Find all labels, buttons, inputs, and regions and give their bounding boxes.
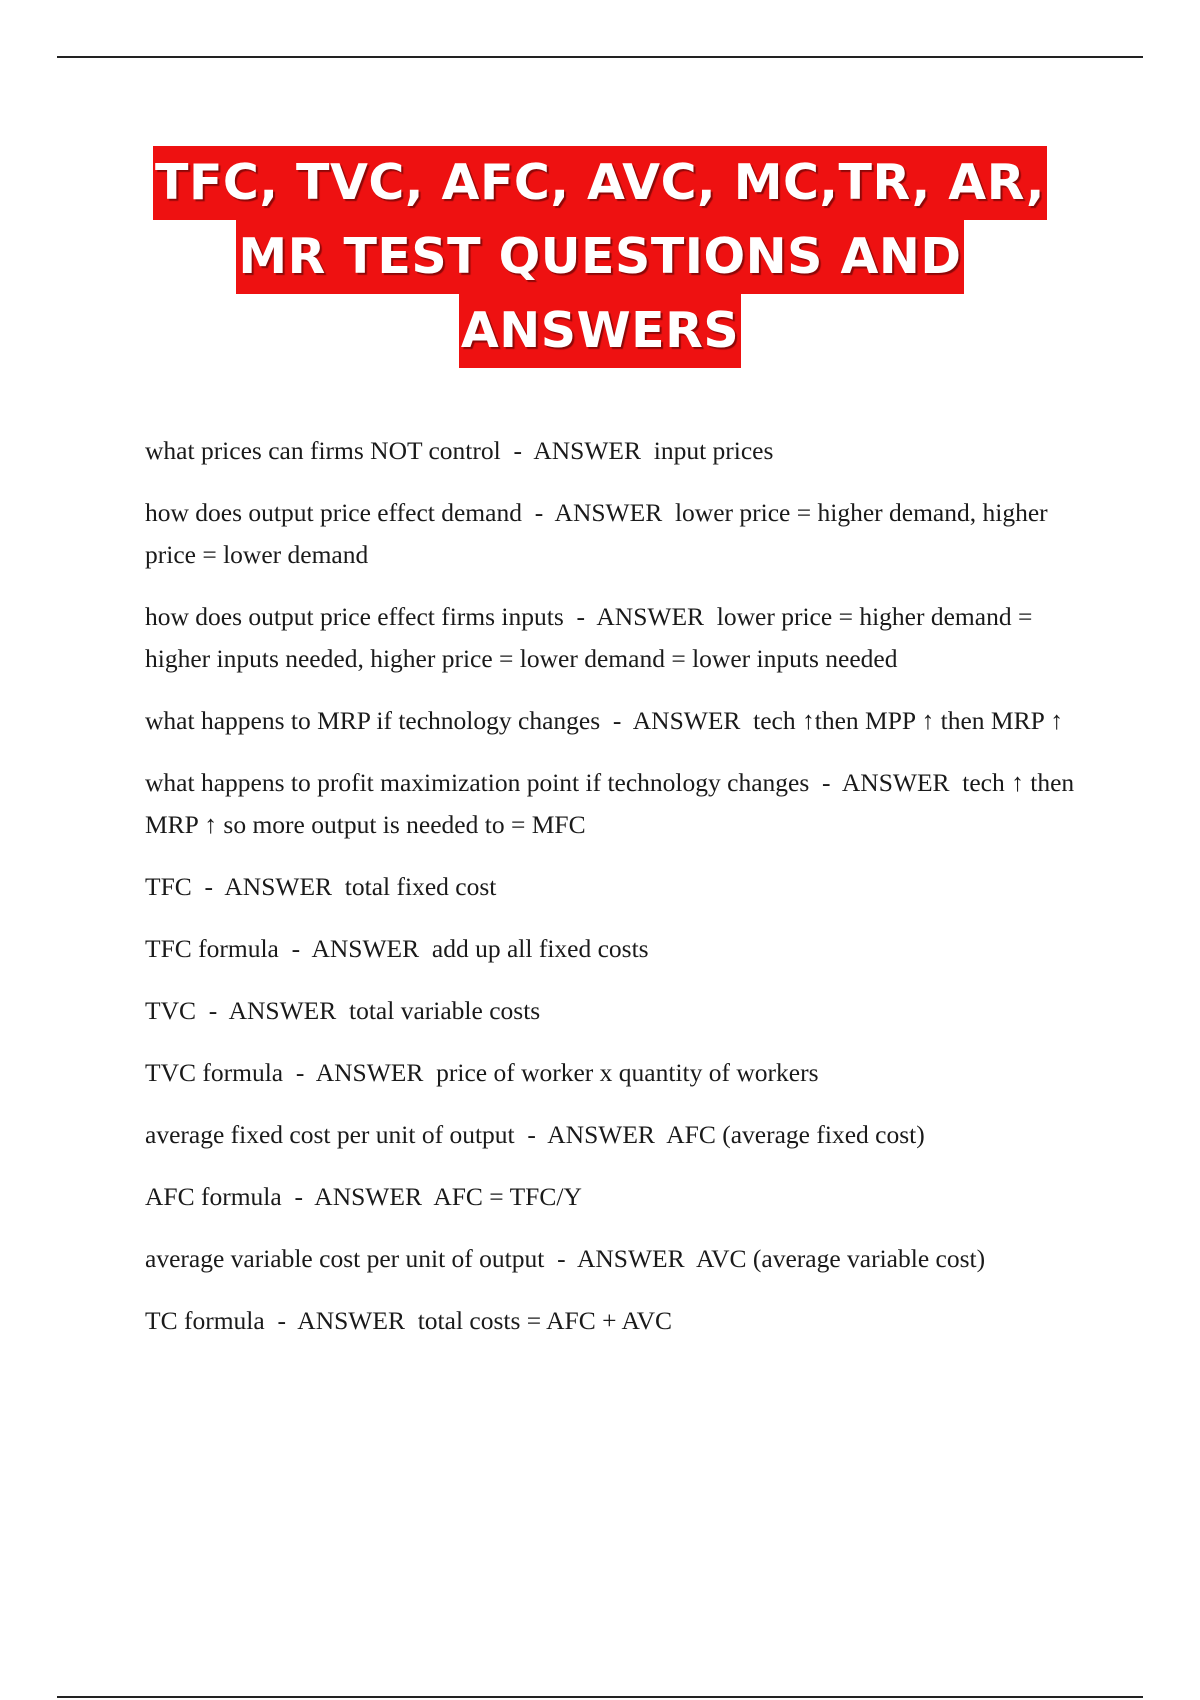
answer-spacer	[405, 1306, 418, 1335]
answer-text: input prices	[653, 436, 774, 465]
question-text: TFC	[145, 872, 192, 901]
answer-text: lower price = higher demand = higher inputs needed, higher price = lower demand = lower inputs needed	[145, 602, 1039, 673]
answer-label: ANSWER	[533, 436, 641, 465]
answer-spacer	[336, 996, 349, 1025]
question-text: what prices can firms NOT control	[145, 436, 501, 465]
title-line-1: TFC, TVC, AFC, AVC, MC,TR, AR,	[153, 146, 1047, 220]
answer-text: tech ↑ then MRP ↑ so more output is needed to = MFC	[145, 768, 1081, 839]
qa-item	[145, 866, 1085, 908]
answer-label: ANSWER	[314, 1182, 422, 1211]
answer-label: ANSWER	[576, 1244, 685, 1273]
answer-label: ANSWER	[841, 768, 950, 797]
answer-spacer	[423, 1058, 436, 1087]
answer-label: ANSWER	[554, 498, 663, 527]
bottom-rule	[57, 1696, 1143, 1698]
question-text: what happens to profit maximization point if technology changes	[145, 768, 810, 797]
top-rule	[57, 56, 1143, 58]
separator: -	[514, 1120, 548, 1149]
answer-spacer	[419, 934, 432, 963]
qa-item	[145, 762, 1085, 846]
answer-label: ANSWER	[315, 1058, 424, 1087]
answer-label: ANSWER	[547, 1120, 655, 1149]
separator: -	[278, 934, 312, 963]
document-title	[0, 146, 1200, 368]
qa-item	[145, 990, 1085, 1032]
question-text: how does output price effect demand	[145, 498, 522, 527]
answer-spacer	[332, 872, 345, 901]
separator: -	[809, 768, 842, 797]
answer-text: lower price = higher demand, higher price = lower demand	[145, 498, 1055, 569]
qa-item	[145, 1176, 1085, 1218]
answer-text: total fixed cost	[344, 872, 497, 901]
qa-item	[145, 1238, 1085, 1280]
answer-spacer	[655, 1120, 666, 1149]
answer-spacer	[662, 498, 675, 527]
separator: -	[191, 872, 225, 901]
qa-item	[145, 928, 1085, 970]
question-text: TC formula	[145, 1306, 265, 1335]
answer-label: ANSWER	[596, 602, 705, 631]
title-line-3: ANSWERS	[459, 294, 741, 368]
answer-text: add up all fixed costs	[431, 934, 649, 963]
answer-text: AFC = TFC/Y	[433, 1182, 582, 1211]
separator: -	[196, 996, 229, 1025]
qa-item	[145, 1114, 1085, 1156]
answer-text: AFC (average fixed cost)	[666, 1120, 925, 1149]
answer-spacer	[704, 602, 717, 631]
answer-spacer	[740, 706, 753, 735]
qa-list	[145, 430, 1085, 1362]
question-text: what happens to MRP if technology changes	[145, 706, 601, 735]
qa-item	[145, 430, 1085, 472]
answer-label: ANSWER	[224, 872, 333, 901]
answer-label: ANSWER	[228, 996, 337, 1025]
answer-label: ANSWER	[297, 1306, 405, 1335]
answer-label: ANSWER	[311, 934, 420, 963]
question-text: TVC formula	[145, 1058, 284, 1087]
qa-item	[145, 492, 1085, 576]
answer-spacer	[950, 768, 963, 797]
separator: -	[281, 1182, 315, 1211]
qa-item	[145, 596, 1085, 680]
question-text: TVC	[145, 996, 196, 1025]
separator: -	[563, 602, 597, 631]
answer-spacer	[422, 1182, 433, 1211]
qa-item	[145, 1052, 1085, 1094]
qa-item	[145, 1300, 1085, 1342]
question-text: average variable cost per unit of output	[145, 1244, 545, 1273]
answer-spacer	[641, 436, 654, 465]
separator: -	[521, 498, 555, 527]
separator: -	[264, 1306, 298, 1335]
answer-label: ANSWER	[632, 706, 741, 735]
qa-item	[145, 700, 1085, 742]
separator: -	[544, 1244, 577, 1273]
answer-text: tech ↑then MPP ↑ then MRP ↑	[753, 706, 1063, 735]
question-text: TFC formula	[145, 934, 279, 963]
answer-spacer	[685, 1244, 696, 1273]
question-text: how does output price effect firms inputs	[145, 602, 564, 631]
separator: -	[500, 436, 534, 465]
answer-text: AVC (average variable cost)	[695, 1244, 986, 1273]
separator: -	[283, 1058, 316, 1087]
answer-text: price of worker x quantity of workers	[436, 1058, 819, 1087]
title-line-2: MR TEST QUESTIONS AND	[236, 220, 963, 294]
separator: -	[600, 706, 633, 735]
question-text: AFC formula	[145, 1182, 282, 1211]
answer-text: total variable costs	[349, 996, 541, 1025]
question-text: average fixed cost per unit of output	[145, 1120, 515, 1149]
answer-text: total costs = AFC + AVC	[417, 1306, 673, 1335]
